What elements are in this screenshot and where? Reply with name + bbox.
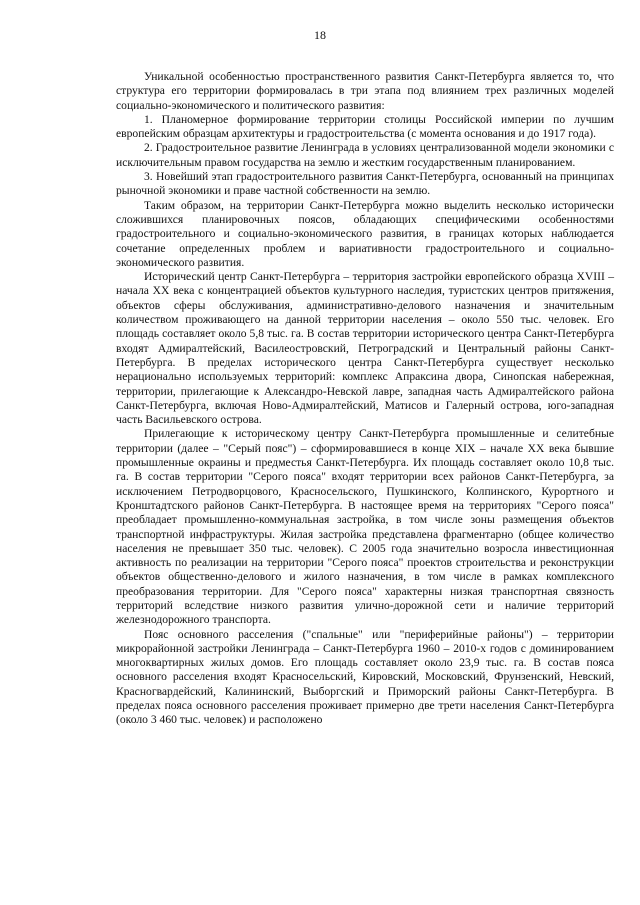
paragraph-stage-2: 2. Градостроительное развитие Ленинграда в условиях централизованной модели экономики с исключительным правом государства на землю и жестким государственным планированием.	[116, 141, 614, 169]
paragraph-stage-1: 1. Планомерное формирование территории столицы Российской империи по лучшим европейским образцам архитектуры и градостроительства (с момента основания и до 1917 года).	[116, 112, 614, 141]
paragraph-planning-belts: Таким образом, на территории Санкт-Петербурга можно выделить несколько исторически сложившихся планировочных поясов, обладающих специфическими особенностями градостроительного и социально-экономического развития, в границах которых наблюдается сочетание определенных проблем и вариативности градостроительного и социально-экономического развития.	[116, 198, 614, 269]
paragraph-grey-belt: Прилегающие к историческому центру Санкт-Петербурга промышленные и селитебные территории (далее – "Серый пояс") – сформировавшиеся в конце XIX – начале XX века бывшие промышленные окраины и предместья Санкт-Петербурга. Их площадь составляет около 10,8 тыс. га. В состав территории "Серого пояса" входят территории всех районов Санкт-Петербурга, за исключением Петродворцового, Красносельского, Пушкинского, Колпинского, Курортного и Кронштадтского районов Санкт-Петербурга. В настоящее время на территориях "Серого пояса" преобладает промышленно-коммунальная застройка, в том числе зоны размещения объектов транспортной инфраструктуры. Жилая застройка представлена фрагментарно (общее количество населения не превышает 350 тыс. человек). С 2005 года значительно возросла инвестиционная активность по реализации на территории "Серого пояса" проектов строительства и реконструкции объектов общественно-делового и жилого назначения, в том числе в рамках комплексного преобразования территории. Для "Серого пояса" характерны низкая транспортная связность территорий вследствие низкого развития улично-дорожной сети и наличие территорий железнодорожного транспорта.	[116, 427, 614, 627]
page-number: 18	[314, 28, 326, 42]
paragraph-main-settlement-belt: Пояс основного расселения ("спальные" или "периферийные районы") – территории микрорайонной застройки Ленинграда – Санкт-Петербурга 1960 – 2010-х годов с доминированием многоквартирных жилых домов. Его площадь составляет около 23,9 тыс. га. В состав пояса основного расселения входят Красносельский, Кировский, Московский, Фрунзенский, Невский, Красногвардейский, Калининский, Выборгский и Приморский районы Санкт-Петербурга. В пределах пояса основного расселения проживает примерно две трети населения Санкт-Петербурга (около 3 460 тыс. человек) и расположено	[116, 627, 614, 727]
paragraph-intro: Уникальной особенностью пространственного развития Санкт-Петербурга является то, что структура его территории формировалась в три этапа под влиянием трех различных моделей социально-экономического и политического развития:	[116, 70, 614, 112]
paragraph-stage-3: 3. Новейший этап градостроительного развития Санкт-Петербурга, основанный на принципах рыночной экономики и праве частной собственности на землю.	[116, 170, 614, 198]
document-body	[116, 70, 614, 728]
paragraph-historic-center: Исторический центр Санкт-Петербурга – территория застройки европейского образца XVIII – начала XX века с концентрацией объектов культурного наследия, туристских центров притяжения, объектов сферы обслуживания, административно-делового назначения и значительным количеством проживающего на данной территории населения – около 550 тыс. человек. Его площадь составляет около 5,8 тыс. га. В состав территории исторического центра Санкт-Петербурга входят Адмиралтейский, Василеостровский, Петроградский и Центральный районы Санкт-Петербурга. В пределах исторического центра Санкт-Петербурга существует несколько нерационально используемых территорий: комплекс Апраксина двора, Синопская набережная, территории, прилегающие к Александро-Невской лавре, западная часть Адмиралтейского района Санкт-Петербурга, включая Ново-Адмиралтейский, Матисов и Галерный острова, юго-западная часть Васильевского острова.	[116, 270, 614, 427]
